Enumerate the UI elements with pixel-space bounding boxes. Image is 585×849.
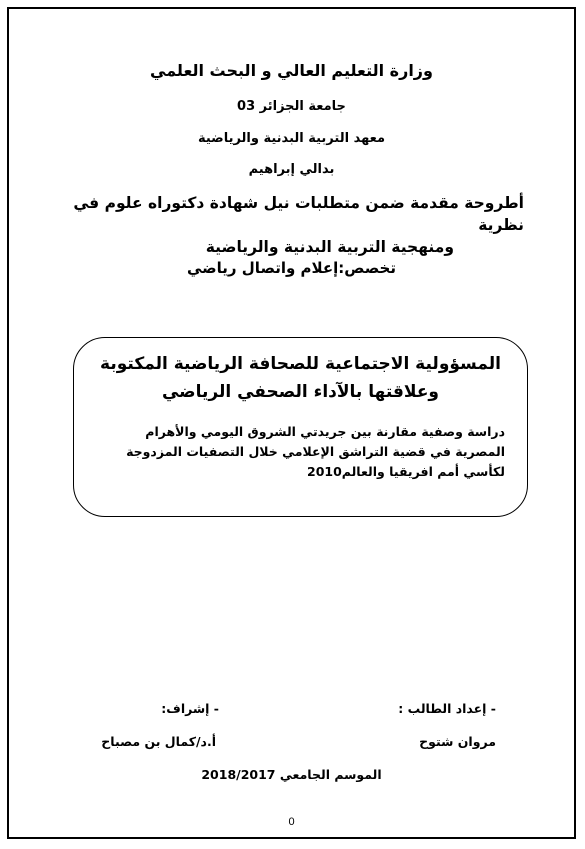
prepared-by-label: - إعداد الطالب : [398, 701, 496, 716]
thesis-subtitle: دراسة وصفية مقارنة بين جريدتي الشروق اليومي والأهرام المصرية في قضية التراشق الإعلامي خلال التصفيات المزدوجة لكأسي أمم افريقيا والعالم2010 [126, 424, 505, 479]
thesis-title [74, 350, 527, 406]
specialty: تخصص:إعلام واتصال رياضي [187, 259, 396, 277]
academic-season: الموسم الجامعي 2018/2017 [201, 767, 382, 782]
university-name: جامعة الجزائر 03 [237, 99, 346, 114]
thesis-title-line-2: وعلاقتها بالآداء الصحفي الرياضي [161, 382, 439, 402]
supervision-label: - إشراف: [161, 701, 219, 716]
page-frame [7, 7, 576, 839]
title-box [73, 337, 528, 517]
supervisor-name: أ.د/كمال بن مصباح [101, 734, 216, 749]
faculty-location: بدالي إبراهيم [248, 162, 335, 177]
ministry-name: وزارة التعليم العالي و البحث العلمي [150, 61, 433, 80]
thesis-line-2: ومنهجية التربية البدنية والرياضية [205, 238, 454, 256]
page-number: 0 [288, 816, 295, 828]
student-name: مروان شتوح [419, 734, 496, 749]
thesis-title-line-1: المسؤولية الاجتماعية للصحافة الرياضية المكتوبة [100, 354, 501, 374]
thesis-statement [59, 192, 524, 258]
institute-name: معهد التربية البدنية والرياضية [197, 131, 386, 146]
thesis-line-1: أطروحة مقدمة ضمن متطلبات نيل شهادة دكتوراه علوم في نظرية [73, 194, 524, 234]
